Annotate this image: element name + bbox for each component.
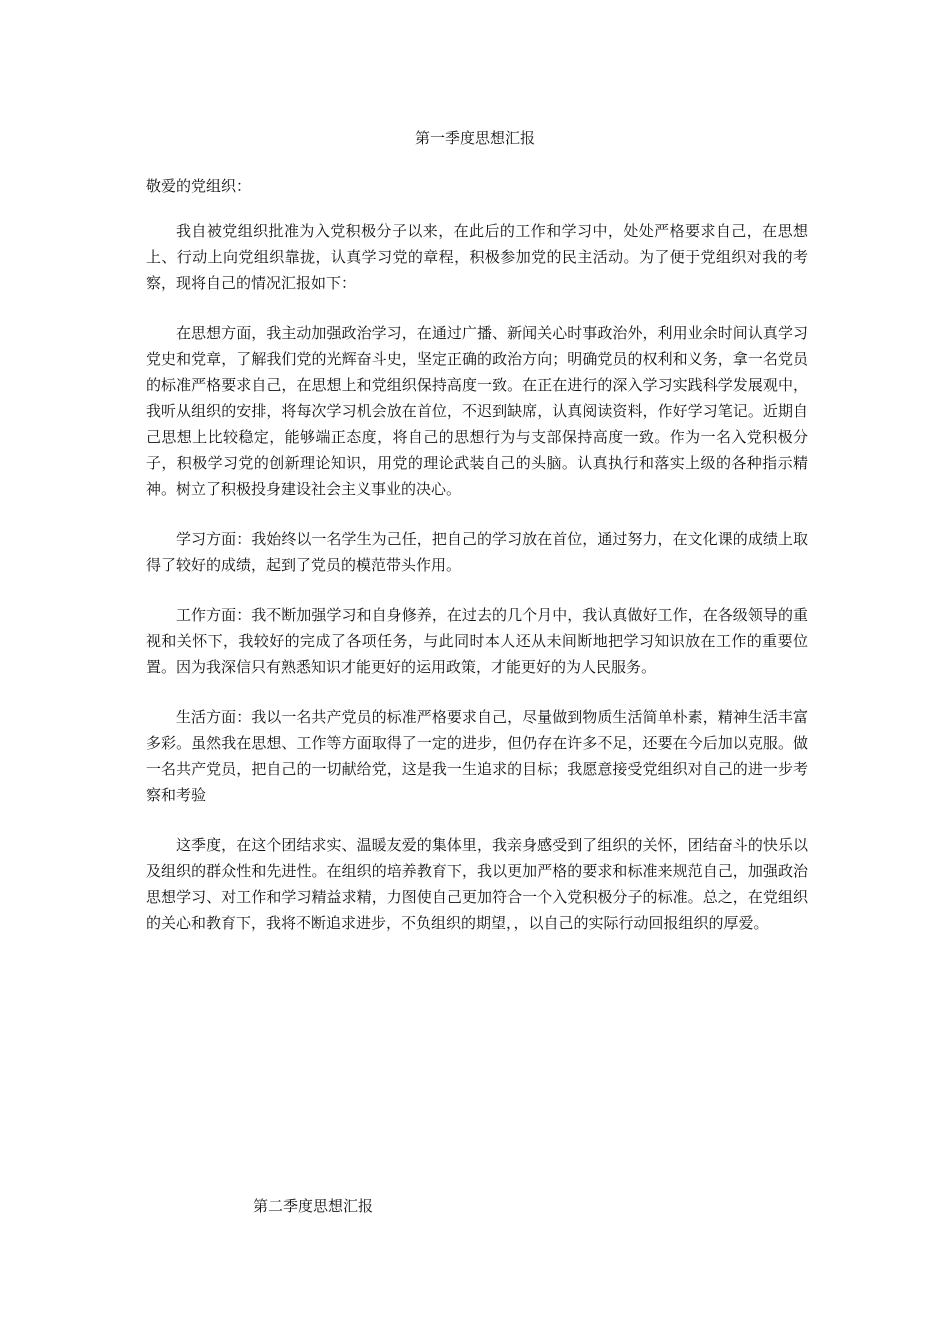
document-title: 第一季度思想汇报 xyxy=(414,129,535,147)
next-section-title: 第二季度思想汇报 xyxy=(253,1197,374,1215)
salutation: 敬爱的党组织： xyxy=(146,177,252,195)
paragraph-conclusion: 这季度，在这个团结求实、温暖友爱的集体里，我亲身感受到了组织的关怀，团结奋斗的快乐以及组织的群众性和先进性。在组织的培养教育下，我以更加严格的要求和标准来规范自己，加强政治思想学习、对工作和学习精益求精，力图使自己更加符合一个入党积极分子的标准。总之，在党组织的关心和教育下，我将不断追求进步，不负组织的期望，，以自己的实际行动回报组织的厚爱。 xyxy=(146,836,808,932)
paragraph-intro: 我自被党组织批准为入党积极分子以来，在此后的工作和学习中，处处严格要求自己，在思想上、行动上向党组织靠拢，认真学习党的章程，积极参加党的民主活动。为了便于党组织对我的考察，现将自己的情况汇报如下： xyxy=(146,222,808,292)
paragraph-thought: 在思想方面，我主动加强政治学习，在通过广播、新闻关心时事政治外，利用业余时间认真学习党史和党章，了解我们党的光辉奋斗史，坚定正确的政治方向；明确党员的权利和义务，拿一名党员的标准严格要求自己，在思想上和党组织保持高度一致。在正在进行的深入学习实践科学发展观中，我听从组织的安排，将每次学习机会放在首位，不迟到缺席，认真阅读资料，作好学习笔记。近期自己思想上比较稳定，能够端正态度，将自己的思想行为与支部保持高度一致。作为一名入党积极分子，积极学习党的创新理论知识，用党的理论武装自己的头脑。认真执行和落实上级的各种指示精神。树立了积极投身建设社会主义事业的决心。 xyxy=(146,324,808,498)
paragraph-study: 学习方面：我始终以一名学生为己任，把自己的学习放在首位，通过努力，在文化课的成绩上取得了较好的成绩，起到了党员的模范带头作用。 xyxy=(146,530,808,574)
paragraph-life: 生活方面：我以一名共产党员的标准严格要求自己，尽量做到物质生活简单朴素，精神生活丰富多彩。虽然我在思想、工作等方面取得了一定的进步，但仍存在许多不足，还要在今后加以克服。做一名共产党员，把自己的一切献给党，这是我一生追求的目标；我愿意接受党组织对自己的进一步考察和考验 xyxy=(146,708,808,804)
paragraph-work: 工作方面：我不断加强学习和自身修养，在过去的几个月中，我认真做好工作，在各级领导的重视和关怀下，我较好的完成了各项任务，与此同时本人还从未间断地把学习知识放在工作的重要位置。因为我深信只有熟悉知识才能更好的运用政策，才能更好的为人民服务。 xyxy=(146,606,808,676)
report-body xyxy=(146,218,808,960)
